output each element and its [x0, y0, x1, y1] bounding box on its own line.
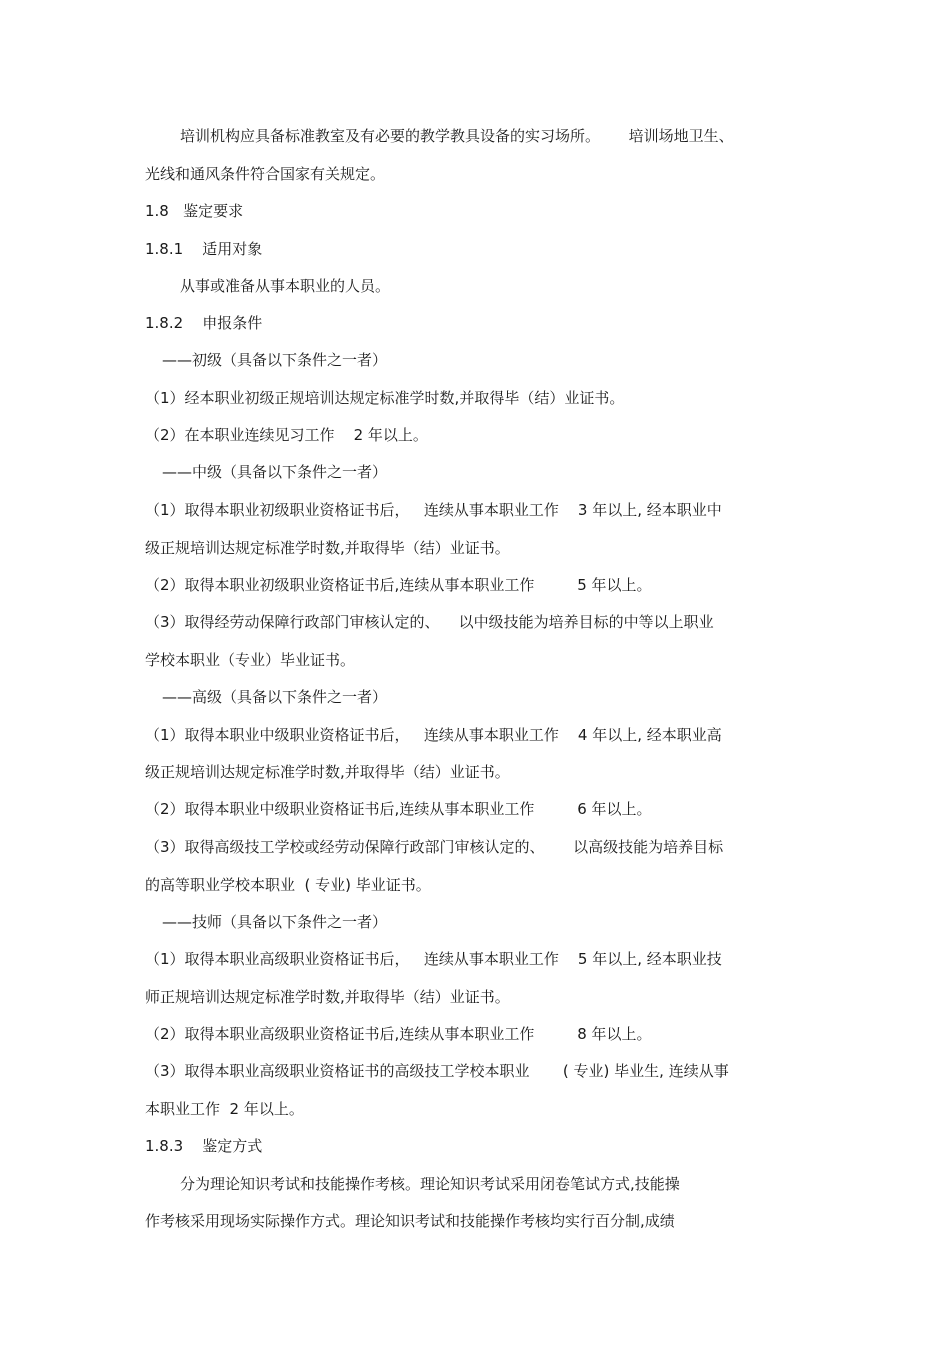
paragraph-line: 从事或准备从事本职业的人员。	[180, 277, 391, 295]
paragraph-line: 作考核采用现场实际操作方式。理论知识考试和技能操作考核均实行百分制,成绩	[145, 1212, 675, 1230]
paragraph-line: 分为理论知识考试和技能操作考核。理论知识考试采用闭卷笔试方式,技能操	[180, 1175, 680, 1193]
list-item-continuation: 级正规培训达规定标准学时数,并取得毕（结）业证书。	[145, 539, 510, 557]
list-item: （1）取得本职业中级职业资格证书后， 连续从事本职业工作 4 年以上, 经本职业高	[145, 726, 722, 744]
list-item: （3）取得高级技工学校或经劳动保障行政部门审核认定的、 以高级技能为培养目标	[145, 838, 724, 856]
level-heading: ——高级（具备以下条件之一者）	[162, 688, 388, 706]
level-heading: ——技师（具备以下条件之一者）	[162, 913, 388, 931]
list-item: （1）取得本职业高级职业资格证书后， 连续从事本职业工作 5 年以上, 经本职业技	[145, 950, 722, 968]
paragraph-line: 培训机构应具备标准教室及有必要的教学教具设备的实习场所。 培训场地卫生、	[180, 127, 734, 145]
subsection-heading: 1.8.3 鉴定方式	[145, 1137, 263, 1155]
list-item: （2）取得本职业初级职业资格证书后,连续从事本职业工作 5 年以上。	[145, 576, 652, 594]
section-heading: 1.8 鉴定要求	[145, 202, 244, 220]
list-item-continuation: 级正规培训达规定标准学时数,并取得毕（结）业证书。	[145, 763, 510, 781]
list-item-continuation: 学校本职业（专业）毕业证书。	[145, 651, 356, 669]
subsection-heading: 1.8.1 适用对象	[145, 240, 263, 258]
list-item: （2）取得本职业中级职业资格证书后,连续从事本职业工作 6 年以上。	[145, 800, 652, 818]
list-item: （1）经本职业初级正规培训达规定标准学时数,并取得毕（结）业证书。	[145, 389, 625, 407]
list-item: （2）在本职业连续见习工作 2 年以上。	[145, 426, 428, 444]
level-heading: ——初级（具备以下条件之一者）	[162, 351, 388, 369]
list-item: （3）取得本职业高级职业资格证书的高级技工学校本职业 ( 专业) 毕业生, 连续从事	[145, 1062, 729, 1080]
list-item-continuation: 本职业工作 2 年以上。	[145, 1100, 304, 1118]
list-item: （3）取得经劳动保障行政部门审核认定的、 以中级技能为培养目标的中等以上职业	[145, 613, 714, 631]
paragraph-line: 光线和通风条件符合国家有关规定。	[145, 165, 386, 183]
list-item-continuation: 的高等职业学校本职业 ( 专业) 毕业证书。	[145, 876, 431, 894]
subsection-heading: 1.8.2 申报条件	[145, 314, 263, 332]
list-item: （1）取得本职业初级职业资格证书后， 连续从事本职业工作 3 年以上, 经本职业中	[145, 501, 722, 519]
list-item-continuation: 师正规培训达规定标准学时数,并取得毕（结）业证书。	[145, 988, 510, 1006]
level-heading: ——中级（具备以下条件之一者）	[162, 463, 388, 481]
list-item: （2）取得本职业高级职业资格证书后,连续从事本职业工作 8 年以上。	[145, 1025, 652, 1043]
